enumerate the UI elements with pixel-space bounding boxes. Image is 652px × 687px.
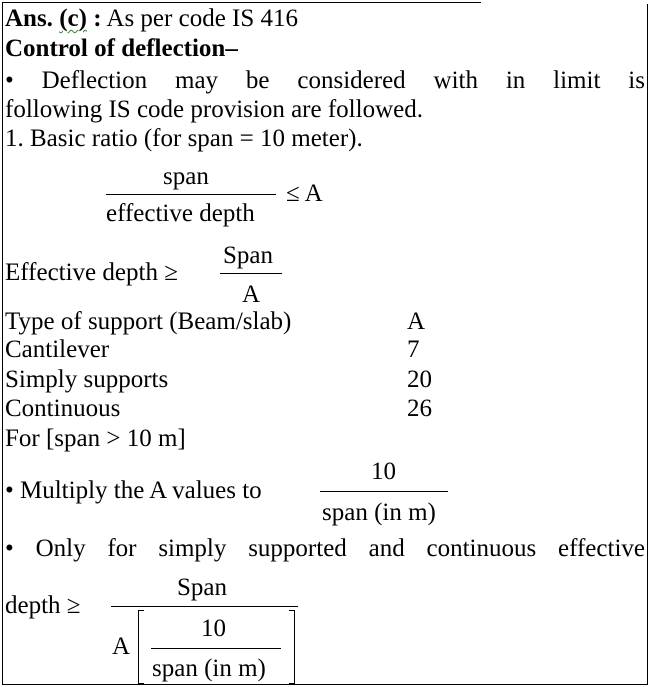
formula1-numerator: span <box>163 163 209 190</box>
word: • <box>5 67 14 94</box>
bullet-line-2: following IS code provision are followed. <box>5 96 423 123</box>
word: for <box>107 535 137 562</box>
word: • <box>5 535 14 562</box>
frame-gap <box>481 2 651 4</box>
formula2-bar <box>220 273 282 274</box>
word: supported <box>248 535 347 562</box>
section-title: Control of deflection– <box>5 35 238 62</box>
bullet-line-3 <box>5 534 645 563</box>
table-header-type: Type of support (Beam/slab) <box>5 308 292 335</box>
word: Deflection <box>41 67 148 94</box>
answer-label: Ans. (c) : <box>5 5 102 32</box>
word: considered <box>297 67 406 94</box>
bullet-line-1 <box>5 66 645 95</box>
word: continuous <box>426 535 537 562</box>
final-inner-numerator: 10 <box>201 615 226 642</box>
table-row-value: 7 <box>407 336 420 363</box>
word: is <box>628 67 645 94</box>
table-row-value: 26 <box>407 395 432 422</box>
formula2-numerator: Span <box>223 242 273 269</box>
answer-line <box>5 4 298 33</box>
table-header-value: A <box>407 308 426 335</box>
final-numerator: Span <box>177 574 227 601</box>
final-coef: A <box>112 633 131 660</box>
table-row-type: Continuous <box>5 395 121 422</box>
word: in <box>505 67 526 94</box>
word: Only <box>35 535 86 562</box>
multiply-denominator: span (in m) <box>322 499 436 526</box>
word: limit <box>553 67 601 94</box>
formula2-lhs: Effective depth ≥ <box>5 259 178 286</box>
word: simply <box>158 535 227 562</box>
word: effective <box>558 535 645 562</box>
answer-text: As per code IS 416 <box>106 5 299 32</box>
left-bracket <box>138 610 144 684</box>
word: be <box>245 67 270 94</box>
for-span: For [span > 10 m] <box>5 425 186 452</box>
final-lhs: depth ≥ <box>5 592 81 619</box>
table-row-value: 20 <box>407 366 432 393</box>
final-bar <box>111 606 298 607</box>
word: and <box>368 535 405 562</box>
table-row-type: Simply supports <box>5 366 169 393</box>
formula1-relation: ≤ A <box>286 180 323 207</box>
formula1-denominator: effective depth <box>106 200 255 227</box>
formula2-denominator: A <box>242 281 261 308</box>
word: may <box>175 67 219 94</box>
multiply-text: • Multiply the A values to <box>5 477 262 504</box>
right-bracket <box>289 610 295 684</box>
multiply-numerator: 10 <box>371 458 396 485</box>
basic-ratio: 1. Basic ratio (for span = 10 meter). <box>5 125 363 152</box>
multiply-bar <box>320 491 448 492</box>
final-inner-denominator: span (in m) <box>152 655 266 682</box>
formula1-bar <box>106 194 276 195</box>
word: with <box>433 67 478 94</box>
final-inner-bar <box>151 648 281 649</box>
table-row-type: Cantilever <box>5 336 110 363</box>
option-marker: (c) <box>59 5 87 32</box>
